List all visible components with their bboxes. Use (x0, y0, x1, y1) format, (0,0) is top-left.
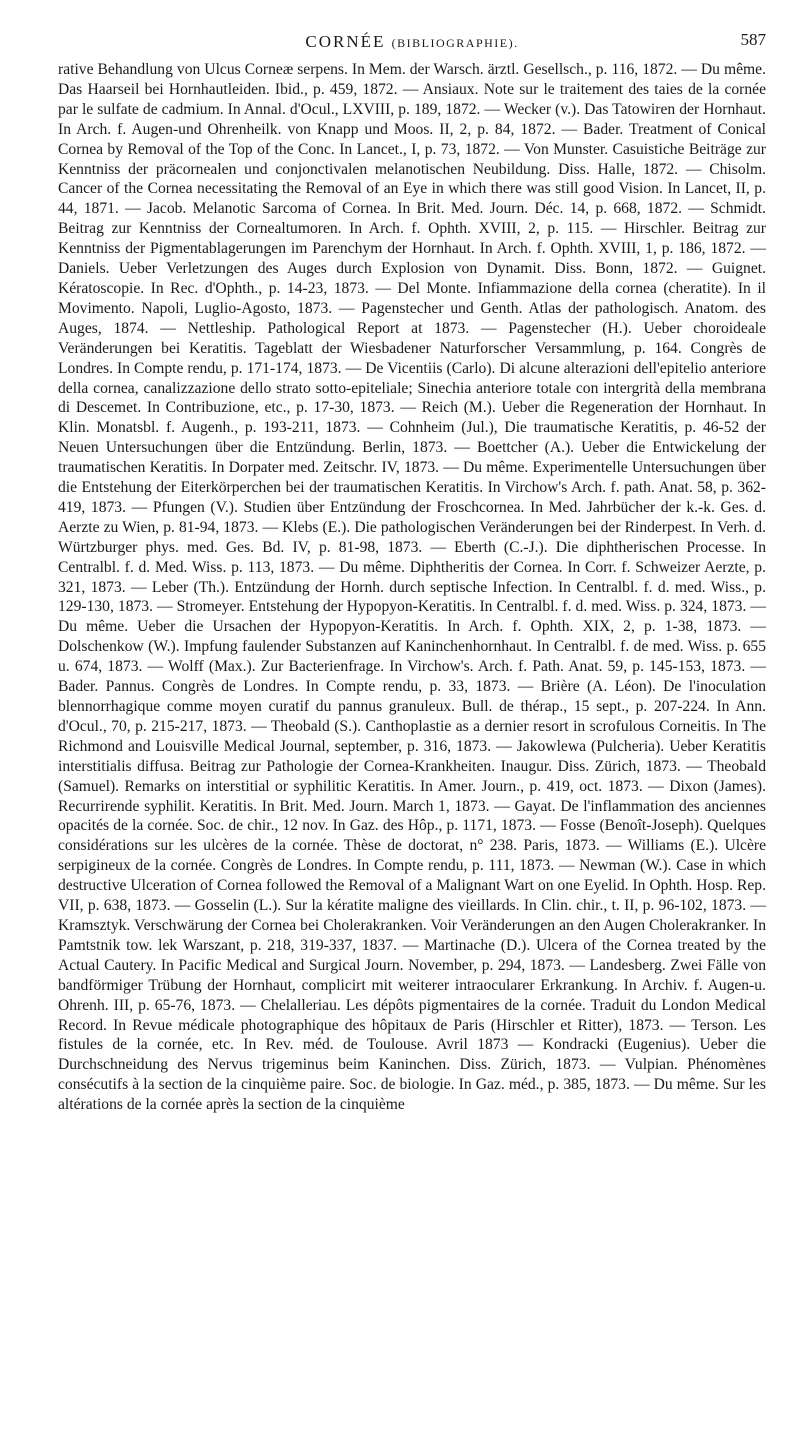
bibliography-paragraph: rative Behandlung von Ulcus Corneæ serpens. In Mem. der Warsch. ärztl. Gesellsch., p. 116, 1872. — Du même. Das Haarseil bei Hornhautleiden. Ibid., p. 459, 1872. — Ansiaux. Note sur le traitement des taies de la cornée par le sulfate de cadmium. In Annal. d'Ocul., LXVIII, p. 189, 1872. — Wecker (v.). Das Tatowiren der Hornhaut. In Arch. f. Augen-und Ohrenheilk. von Knapp und Moos. II, 2, p. 84, 1872. — Bader. Treatment of Conical Cornea by Removal of the Top of the Conc. In Lancet., I, p. 73, 1872. — Von Munster. Casuistiche Beiträge zur Kenntniss der präcornealen und conjonctivalen melanotischen Neubildung. Diss. Halle, 1872. — Chisolm. Cancer of the Cornea necessitating the Removal of an Eye in which there was still good Vision. In Lancet, II, p. 44, 1871. — Jacob. Melanotic Sarcoma of Cornea. In Brit. Med. Journ. Déc. 14, p. 668, 1872. — Schmidt. Beitrag zur Kenntniss der Cornealtumoren. In Arch. f. Ophth. XVIII, 2, p. 115. — Hirschler. Beitrag zur Kenntniss der Pigmentablagerungen im Parenchym der Hornhaut. In Arch. f. Ophth. XVIII, 1, p. 186, 1872. — Daniels. Ueber Verletzungen des Auges durch Explosion von Dynamit. Diss. Bonn, 1872. — Guignet. Kératoscopie. In Rec. d'Ophth., p. 14-23, 1873. — Del Monte. Infiammazione della cornea (cheratite). In il Movimento. Napoli, Luglio-Agosto, 1873. — Pagenstecher und Genth. Atlas der pathologisch. Anatom. des Auges, 1874. — Nettleship. Pathological Report at 1873. — Pagenstecher (H.). Ueber choroideale Veränderungen bei Keratitis. Tageblatt der Wiesbadener Naturforscher Versammlung, p. 164. Congrès de Londres. In Compte rendu, p. 171-174, 1873. — De Vicentiis (Carlo). Di alcune alterazioni dell'epitelio anteriore della cornea, canalizzazione dello strato sotto-epiteliale; Sinechia anteriore totale con intergrità della membrana di Descemet. In Contribuzione, etc., p. 17-30, 1873. — Reich (M.). Ueber die Regeneration der Hornhaut. In Klin. Monatsbl. f. Augenh., p. 193-211, 1873. — Cohnheim (Jul.), Die traumatische Keratitis, p. 46-52 der Neuen Untersuchungen über die Entzündung. Berlin, 1873. — Boettcher (A.). Ueber die Entwickelung der traumatischen Keratitis. In Dorpater med. Zeitschr. IV, 1873. — Du même. Experimentelle Untersuchungen über die Entstehung der Eiterkörperchen bei der traumatischen Keratitis. In Virchow's Arch. f. path. Anat. 58, p. 362-419, 1873. — Pfungen (V.). Studien über Entzündung der Froschcornea. In Med. Jahrbücher der k.-k. Ges. d. Aerzte zu Wien, p. 81-94, 1873. — Klebs (E.). Die pathologischen Veränderungen bei der Rinderpest. In Verh. d. Würtzburger phys. med. Ges. Bd. IV, p. 81-98, 1873. — Eberth (C.-J.). Die diphtherischen Processe. In Centralbl. f. d. Med. Wiss. p. 113, 1873. — Du même. Diphtheritis der Cornea. In Corr. f. Schweizer Aerzte, p. 321, 1873. — Leber (Th.). Entzündung der Hornh. durch septische Infection. In Centralbl. f. d. med. Wiss., p. 129-130, 1873. — Stromeyer. Entstehung der Hypopyon-Keratitis. In Centralbl. f. d. med. Wiss. p. 324, 1873. — Du même. Ueber die Ursachen der Hypopyon-Keratitis. In Arch. f. Ophth. XIX, 2, p. 1-38, 1873. — Dolschenkow (W.). Impfung faulender Substanzen auf Kaninchenhornhaut. In Centralbl. f. de med. Wiss. p. 655 u. 674, 1873. — Wolff (Max.). Zur Bacterienfrage. In Virchow's. Arch. f. Path. Anat. 59, p. 145-153, 1873. — Bader. Pannus. Congrès de Londres. In Compte rendu, p. 33, 1873. — Brière (A. Léon). De l'inoculation blennorrhagique comme moyen curatif du pannus granuleux. Bull. de thérap., 15 sept., p. 207-224. In Ann. d'Ocul., 70, p. 215-217, 1873. — Theobald (S.). Canthoplastie as a dernier resort in scrofulous Corneitis. In The Richmond and Louisville Medical Journal, september, p. 316, 1873. — Jakowlewa (Pulcheria). Ueber Keratitis interstitialis diffusa. Beitrag zur Pathologie der Cornea-Krankheiten. Inaugur. Diss. Zürich, 1873. — Theobald (Samuel). Remarks on interstitial or syphilitic Keratitis. In Amer. Journ., p. 419, oct. 1873. — Dixon (James). Recurrirende syphilit. Keratitis. In Brit. Med. Journ. March 1, 1873. — Gayat. De l'inflammation des anciennes opacités de la cornée. Soc. de chir., 12 nov. In Gaz. des Hôp., p. 1171, 1873. — Fosse (Benoît-Joseph). Quelques considérations sur les ulcères de la cornée. Thèse de doctorat, n° 238. Paris, 1873. — Williams (E.). Ulcère serpigineux de la cornée. Congrès de Londres. In Compte rendu, p. 111, 1873. — Newman (W.). Case in which destructive Ulceration of Cornea followed the Removal of a Malignant Wart on one Eyelid. In Ophth. Hosp. Rep. VII, p. 638, 1873. — Gosselin (L.). Sur la kératite maligne des vieillards. In Clin. chir., t. II, p. 96-102, 1873. — Kramsztyk. Verschwärung der Cornea bei Cholerakranken. Voir Veränderungen an den Augen Cholerakranker. In Pamtstnik tow. lek Warszant, p. 218, 319-337, 1837. — Martinache (D.). Ulcera of the Cornea treated by the Actual Cautery. In Pacific Medical and Surgical Journ. November, p. 294, 1873. — Landesberg. Zwei Fälle von bandförmiger Trübung der Hornhaut, complicirt mit weiterer intraocularer Erkrankung. In Archiv. f. Augen-u. Ohrenh. III, p. 65-76, 1873. — Chelalleriau. Les dépôts pigmentaires de la cornée. Traduit du London Medical Record. In Revue médicale photographique des hôpitaux de Paris (Hirschler et Ritter), 1873. — Terson. Les fistules de la cornée, etc. In Rev. méd. de Toulouse. Avril 1873 — Kondracki (Eugenius). Ueber die Durchschneidung des Nervus trigeminus beim Kaninchen. Diss. Zürich, 1873. — Vulpian. Phénomènes consécutifs à la section de la cinquième paire. Soc. de biologie. In Gaz. méd., p. 385, 1873. — Du même. Sur les altérations de la cornée après la section de la cinquième (58, 61, 766, 1114)
page-number: 587 (740, 30, 766, 49)
running-head (58, 22, 766, 60)
bibliography-text (58, 60, 766, 1115)
header-title: CORNÉE (305, 32, 386, 51)
running-title (58, 32, 766, 52)
header-subtitle: (BIBLIOGRAPHIE). (391, 36, 519, 50)
